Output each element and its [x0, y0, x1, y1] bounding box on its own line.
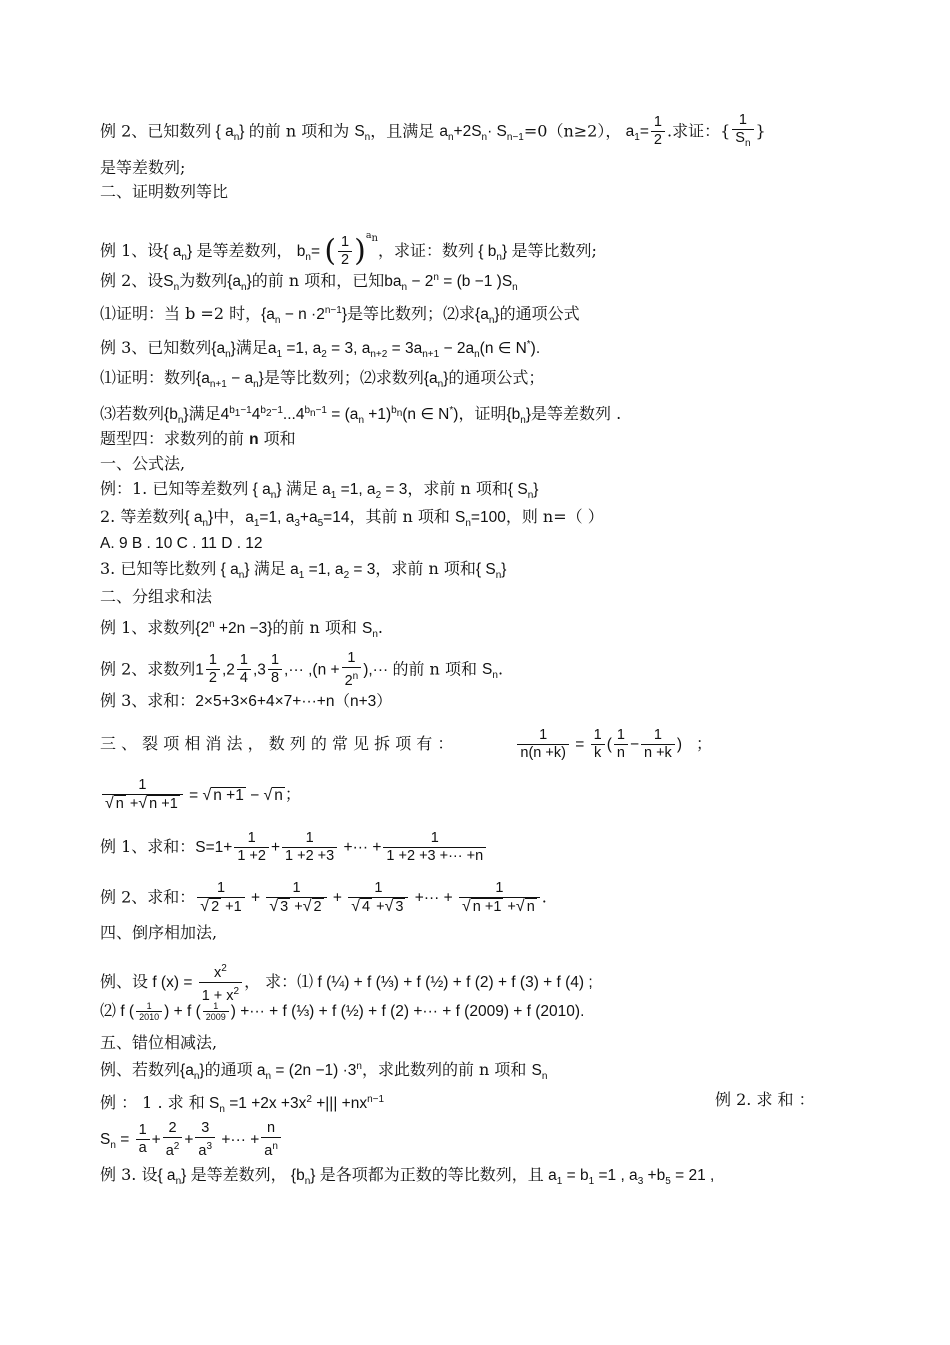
formula-line: $S_n$ = $\frac{1}{a}$ + $\frac{2}{a^2}$ + $\frac{3}{a^3}$ +··· + $\frac{n}{a^n}$ [100, 1120, 283, 1160]
example-line: 例 1、求和：S=1+ $\frac{1}{1 +2}$ + $\frac{1}{1 +2 +3}$ +··· + $\frac{1}{1 +2 +3 +\cdot\cdot\cdot +n}$ [100, 830, 488, 865]
section-heading: 题型四：求数列的前 n 项和 [100, 429, 296, 448]
example-line: 例 1、设{ $a_n$} 是等差数列， $b_n=$ ( $\frac{1}{2}$ )$^{a_n}$，求证：数列 { $b_n$} 是等比数列; [100, 230, 597, 269]
example-line: 例 2、求数列1 $\frac{1}{2}$ ,2 $\frac{1}{4}$ ,3 $\frac{1}{8}$ ,··· ,(n + $\frac{1}{2^n}$ ),··· 的前 n 项和 $S_n$. [100, 650, 504, 689]
example-line: 例 2、设$S_n$为数列$\{a_n\}$的前 n 项和，已知$ba_n - 2^n = (b -1$ )$S_n$ [100, 271, 518, 294]
section-heading: 四、倒序相加法, [100, 923, 218, 942]
text-line: ⑶若数列$\{b_n\}$满足$4^{b_1-1}4^{b_2-1}...4^{b_n-1} = (a_n +1)^{b_n}(n$ ∈ N*)，证明$\{b_n\}$是等差数列 . [100, 404, 622, 427]
section-heading: 一、公式法, [100, 454, 186, 473]
example-line: 例、设 f (x) = $\frac{x^2}{1 + x^2}$ ， 求：⑴ f (¼) + f (⅓) + f (½) + f (2) + f (3) + f (4) ; [100, 960, 593, 1005]
example-line: 例 1、求数列$\{2^n +2n -3\}$的前 n 项和 $S_n$. [100, 618, 383, 641]
example-line: 2. 等差数列{ $a_n$}中，$a_1=1$, $a_3+a_5=14$，其前 n 项和 $S_n=100$，则 n=（ ） [100, 507, 604, 530]
example-line: 例 ： 1 . 求 和 $S_n =1 +2x +3x^2$ +||| $+nx^{n-1}$ [100, 1093, 385, 1116]
text-line: ⑴证明：当 b =2 时，$\{a_n - n \cdot 2^{n-1}\}$是等比数列；⑵求$\{a_n\}$的通项公式 [100, 304, 580, 327]
section-heading: 二、证明数列等比 [100, 182, 229, 201]
text-line: ⑴证明：数列$\{a_{n+1} - a_n\}$是等比数列；⑵求数列$\{a_n\}$的通项公式； [100, 368, 545, 391]
section-heading: 三 、 裂 项 相 消 法 ， 数 列 的 常 见 拆 项 有 ： $\frac{1}{n(n +k)}$ = $\frac{1}{k}$ ( $\frac{1}{n}$ − $\frac{1}{n +k}$ ) ； [100, 727, 712, 761]
formula-line: ⑵ f ( $\frac{1}{2010}$ ) + f ( $\frac{1}{2009}$ ) +··· + f (⅓) + f (½) + f (2) +··· + f (2009) + f (2010). [100, 1001, 585, 1023]
example-line: 例 2、求和： $\frac{1}{√ 2 +1}$ + $\frac{1}{√ 3 +√ 2}$ + $\frac{1}{√ 4 +√ 3}$ +··· + $\frac{1}{√ n +1 +√ n}$ . [100, 880, 547, 915]
example-line: 例 3、已知数列$\{a_n\}$满足$a_1 =1$, $a_2 = 3$, $a_{n+2} = 3a_{n+1} - 2a_n(n$ ∈ N*). [100, 338, 541, 361]
fraction: $\frac{1}{2}$ [338, 234, 352, 269]
section-heading: 二、分组求和法 [100, 587, 213, 606]
example-line: 例 3、求和：2×5+3×6+4×7+···+n（n+3） [100, 691, 392, 710]
example-line: 例、若数列$\{a_n\}$的通项 $a_n = (2n -1) \cdot 3^n$，求此数列的前 n 项和 $S_n$ [100, 1060, 548, 1083]
fraction: $\frac{1}{S_n}$ [732, 112, 753, 152]
example-line: 例 3. 设{ $a_n$} 是等差数列， $\{b_n\}$ 是各项都为正数的等比数列，且 $a_1 = b_1 =1$ , $a_3 +b_5 = 21$ , [100, 1165, 715, 1188]
example-line: 3. 已知等比数列 { $a_n$} 满足 $a_1 =1$, $a_2 = 3$，求前 n 项和{ $S_n$} [100, 559, 507, 582]
section-heading: 五、错位相减法, [100, 1033, 218, 1052]
fraction: $\frac{1}{2}$ [651, 114, 665, 149]
example-line: 例 2. 求 和 ： [715, 1090, 815, 1109]
formula-line: $\frac{1}{√ n +√ n +1}$ = √ n +1 − √ n ； [100, 777, 301, 813]
answer-options: A. 9 B . 10 C . 11 D . 12 [100, 535, 263, 552]
example-line: 例：1. 已知等差数列 { $a_n$} 满足 $a_1 =1$, $a_2 = 3$，求前 n 项和{ $S_n$} [100, 479, 539, 502]
example-line: 例 2、已知数列 { $a_n$} 的前 n 项和为 $S_n$，且满足 $a_n+2S_n\cdot S_{n-1}=0(n\ge 2)$， $a_1=$ $\frac{1}{2}$ .求证：{ $\frac{1}{S_n}$ } [100, 112, 766, 152]
text-line: 是等差数列; [100, 158, 186, 177]
